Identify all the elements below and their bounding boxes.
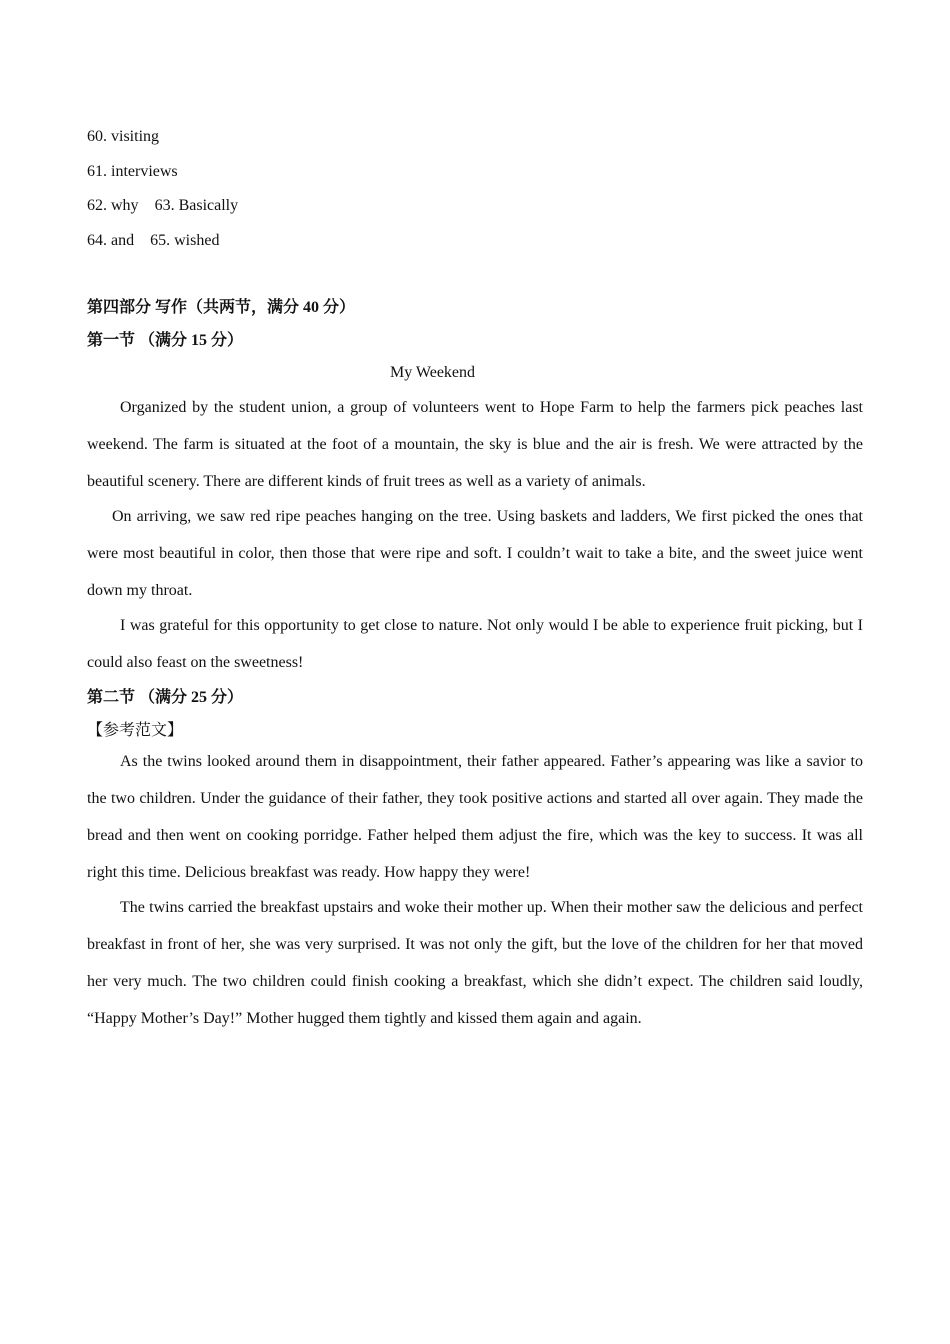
essay-title: My Weekend bbox=[389, 364, 476, 381]
answer-61: 61. interviews bbox=[87, 163, 178, 180]
essay-paragraph-1: Organized by the student union, a group of volunteers went to Hope Farm to help the farmers pick peaches last weekend. The farm is situated at the foot of a mountain, the sky is blue and the air is fresh. We were attracted by the beautiful scenery. There are different kinds of fruit trees as well as a variety of animals. bbox=[87, 399, 863, 490]
answer-65: 65. wished bbox=[150, 232, 220, 249]
answer-60: 60. visiting bbox=[87, 128, 160, 145]
answer-62: 62. why bbox=[87, 197, 139, 214]
reference-paragraph-1: As the twins looked around them in disappointment, their father appeared. Father’s appearing was like a savior to the two children. Under the guidance of their father, they took positive actions and started all over again. They made the bread and then went on cooking porridge. Father helped them adjust the fire, which was the key to success. It was all right this time. Delicious breakfast was ready. How happy they were! bbox=[87, 753, 863, 881]
answer-64-65 bbox=[87, 231, 219, 251]
reference-label: 【参考范文】 bbox=[87, 722, 184, 739]
essay-paragraph-3: I was grateful for this opportunity to get close to nature. Not only would I be able to experience fruit picking, but I could also feast on the sweetness! bbox=[87, 617, 863, 671]
section2-heading: 第二节 （满分 25 分） bbox=[87, 689, 244, 706]
answer-63: 63. Basically bbox=[154, 197, 239, 214]
reference-paragraph-2: The twins carried the breakfast upstairs and woke their mother up. When their mother saw the delicious and perfect breakfast in front of her, she was very surprised. It was not only the gift, but the love of the children for her that moved her very much. The two children could finish cooking a breakfast, which she didn’t expect. The children said loudly, “Happy Mother’s Day!” Mother hugged them tightly and kissed them again and again. bbox=[87, 899, 863, 1027]
section1-heading: 第一节 （满分 15 分） bbox=[87, 332, 244, 349]
answer-62-63 bbox=[87, 196, 238, 216]
essay-paragraph-2: On arriving, we saw red ripe peaches hanging on the tree. Using baskets and ladders, We first picked the ones that were most beautiful in color, then those that were ripe and soft. I couldn’t wait to take a bite, and the sweet juice went down my throat. bbox=[87, 508, 863, 599]
part4-heading: 第四部分 写作（共两节，满分 40 分） bbox=[87, 299, 356, 316]
answer-64: 64. and bbox=[87, 232, 135, 249]
